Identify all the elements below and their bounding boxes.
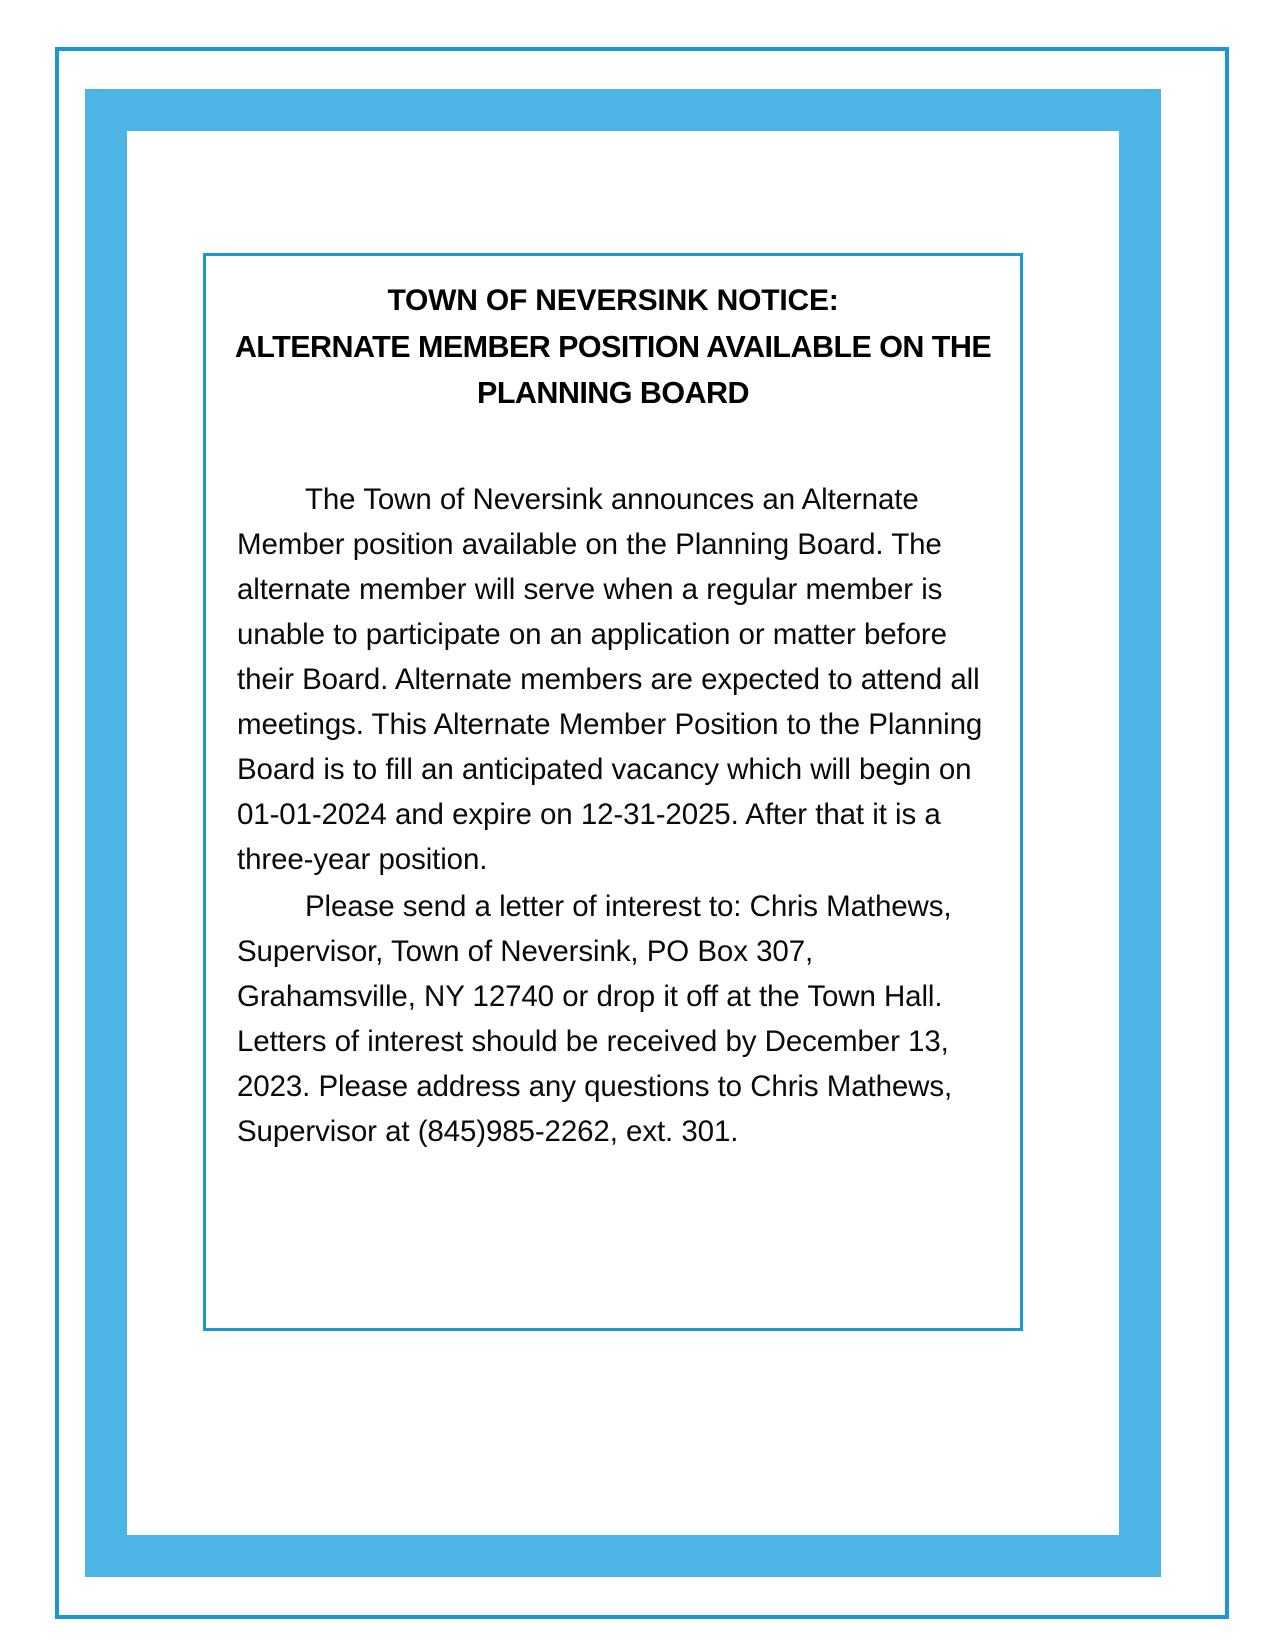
notice-heading-secondary: ALTERNATE MEMBER POSITION AVAILABLE ON THE PLANNING BOARD xyxy=(234,329,992,410)
notice-box xyxy=(203,253,1023,1331)
notice-body xyxy=(224,478,1002,1155)
notice-paragraph-contact-instructions: Please send a letter of interest to: Chris Mathews, Supervisor, Town of Neversink, PO Box 307, Grahamsville, NY 12740 or drop it off at the Town Hall. Letters of interest should be received by December 13, 2023. Please address any questions to Chris Mathews, Supervisor at (845)985-2262, ext. 301. xyxy=(237,890,953,1149)
notice-paragraph-position-details: The Town of Neversink announces an Alternate Member position available on the Planning Board. The alternate member will serve when a regular member is unable to participate on an application or matter before their Board. Alternate members are expected to attend all meetings. This Alternate Member Position to the Planning Board is to fill an anticipated vacancy which will begin on 01-01-2024 and expire on 12-31-2025. After that it is a three-year position. xyxy=(237,483,983,877)
notice-heading-primary: TOWN OF NEVERSINK NOTICE: xyxy=(387,284,839,317)
